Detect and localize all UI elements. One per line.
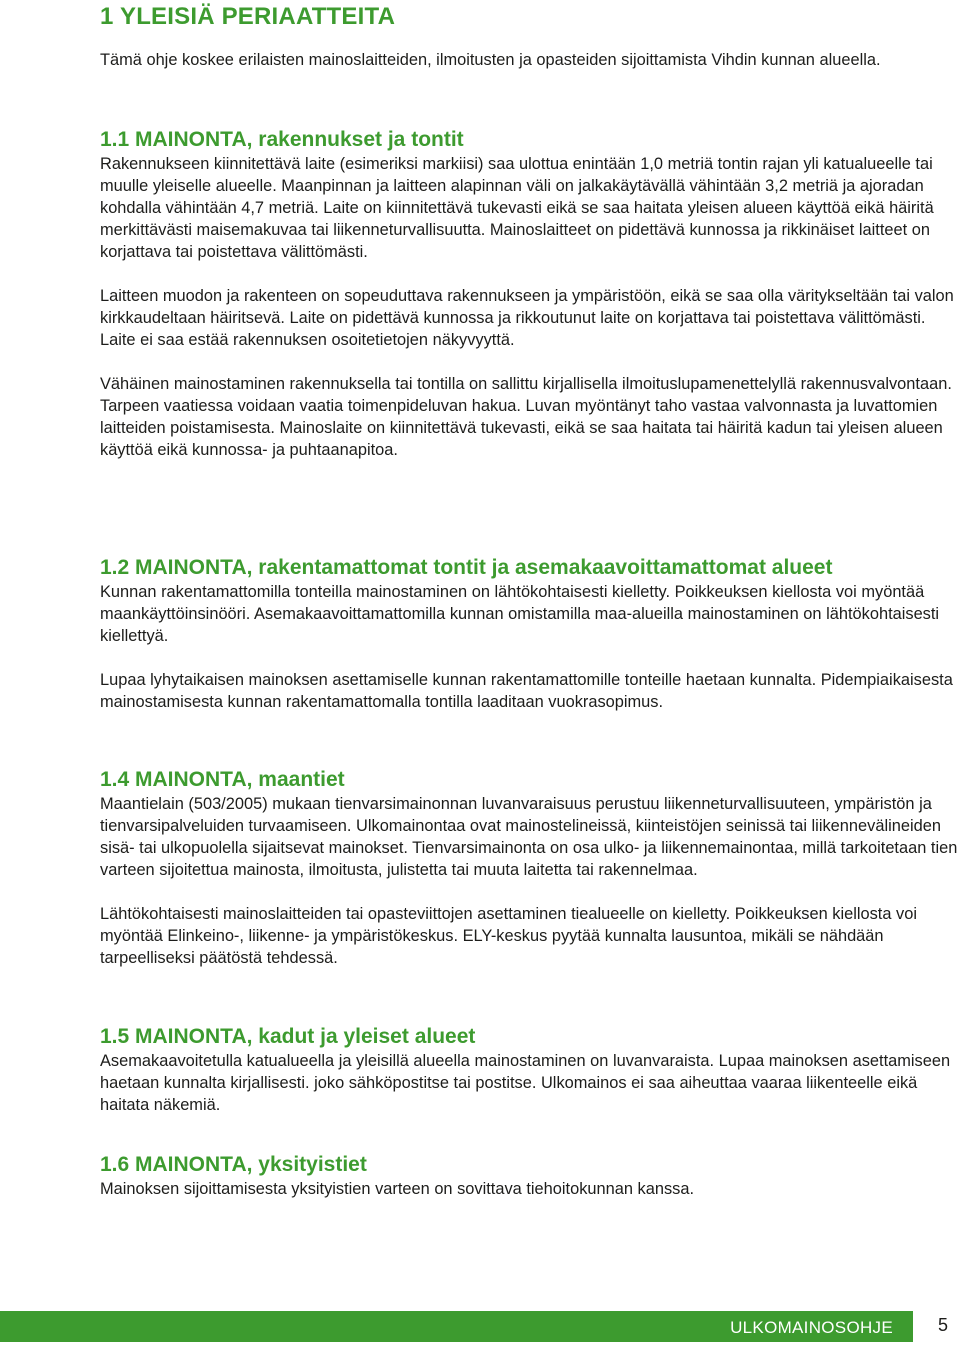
intro-paragraph: Tämä ohje koskee erilaisten mainoslaitteiden, ilmoitusten ja opasteiden sijoittamista Vihdin kunnan alueella. bbox=[100, 51, 881, 69]
section-paragraph: Vähäinen mainostaminen rakennuksella tai tontilla on sallittu kirjallisella ilmoituslupamenettelyllä rakennusvalvontaan. Tarpeen vaatiessa voidaan vaatia toimenpideluvan hakua. Luvan myöntänyt taho vastaa valvonnasta ja luvattomien laitteiden poistamisesta. Mainoslaite on kiinnitettävä tukevasti, eikä se saa haitata tai häiritä kadun tai yleisen alueen käyttöä eikä kunnossa- ja puhtaanapitoa. bbox=[100, 375, 952, 459]
section-1-2 bbox=[100, 555, 958, 735]
section-heading: 1.6 MAINONTA, yksityistiet bbox=[100, 1153, 367, 1176]
section-1-5 bbox=[100, 1024, 958, 1138]
footer-label: ULKOMAINOSOHJE bbox=[730, 1318, 893, 1337]
section-heading: 1.2 MAINONTA, rakentamattomat tontit ja asemakaavoittamattomat alueet bbox=[100, 556, 833, 579]
section-paragraph: Rakennukseen kiinnitettävä laite (esimeriksi markiisi) saa ulottua enintään 1,0 metriä tontin rajan yli katualueelle tai muulle yleiselle alueelle. Maanpinnan ja laitteen alapinnan väli on jalkakäytävällä vähintään 3,2 metriä ja ajoradan kohdalla vähintään 4,7 metriä. Laite on kiinnitettävä tukevasti eikä se saa haitata yleisen alueen käyttöä eikä häiritä merkittävästi maisemakuvaa tai liikenneturvallisuutta. Mainoslaitteet on pidettävä kunnossa ja rikkinäiset laitteet on korjattava tai poistettava välittömästi. bbox=[100, 155, 934, 261]
section-1-4 bbox=[100, 767, 958, 991]
section-paragraph: Mainoksen sijoittamisesta yksityistien varteen on sovittava tiehoitokunnan kanssa. bbox=[100, 1180, 695, 1198]
section-heading: 1.1 MAINONTA, rakennukset ja tontit bbox=[100, 128, 464, 151]
section-paragraph: Lähtökohtaisesti mainoslaitteiden tai opasteviittojen asettaminen tiealueelle on kielletty. Poikkeuksen kiellosta voi myöntää Elinkeino-, liikenne- ja ympäristökeskus. ELY-keskus pyytää kunnalta lausuntoa, mikäli se nähdään tarpeelliseksi päätöstä tehdessä. bbox=[100, 905, 917, 967]
section-1-6 bbox=[100, 1152, 958, 1222]
footer-bar bbox=[0, 1311, 913, 1342]
page-title: 1 YLEISIÄ PERIAATTEITA bbox=[100, 3, 396, 30]
section-paragraph: Asemakaavoitetulla katualueella ja yleisillä alueella mainostaminen on luvanvaraista. Lupaa mainoksen asettamiseen haetaan kunnalta kirjallisesti. joko sähköpostitse tai postitse. Ulkomainos ei saa aiheuttaa vaaraa liikenteelle eikä haitata näkemiä. bbox=[100, 1052, 951, 1114]
section-paragraph: Maantielain (503/2005) mukaan tienvarsimainonnan luvanvaraisuus perustuu liikenneturvallisuuteen, ympäristön ja tienvarsipalveluiden turvaamiseen. Ulkomainontaa ovat mainostelineissä, kiinteistöjen seinissä tai liikennevälineiden sisä- tai ulkopuolella sijaitsevat mainokset. Tienvarsimainonta on osa ulko- ja liikennemainontaa, millä tarkoitetaan tien varteen sijoitettua mainosta, ilmoitusta, julistetta tai muuta laitetta tai rakennelmaa. bbox=[100, 795, 958, 879]
section-paragraph: Laitteen muodon ja rakenteen on sopeuduttava rakennukseen ja ympäristöön, eikä se saa olla väritykseltään tai valon kirkkaudeltaan häiritsevä. Laite on pidettävä kunnossa ja rikkoutunut laite on korjattava tai poistettava välittömästi. Laite ei saa estää rakennuksen osoitetietojen näkyvyyttä. bbox=[100, 287, 954, 349]
section-heading: 1.5 MAINONTA, kadut ja yleiset alueet bbox=[100, 1025, 476, 1048]
page-number: 5 bbox=[938, 1315, 949, 1335]
section-heading: 1.4 MAINONTA, maantiet bbox=[100, 768, 345, 791]
section-paragraph: Kunnan rakentamattomilla tonteilla mainostaminen on lähtökohtaisesti kielletty. Poikkeuksen kiellosta voi myöntää maankäyttöinsinööri. Asemakaavoittamattomilla kunnan omistamilla maa-alueilla mainostaminen on lähtökohtaisesti kiellettyä. bbox=[100, 583, 940, 645]
section-paragraph: Lupaa lyhytaikaisen mainoksen asettamiselle kunnan rakentamattomille tonteille haetaan kunnalta. Pidempiaikaisesta mainostamisesta kunnan rakentamattomalla tontilla laaditaan vuokrasopimus. bbox=[100, 671, 953, 711]
section-1-1 bbox=[100, 127, 958, 483]
